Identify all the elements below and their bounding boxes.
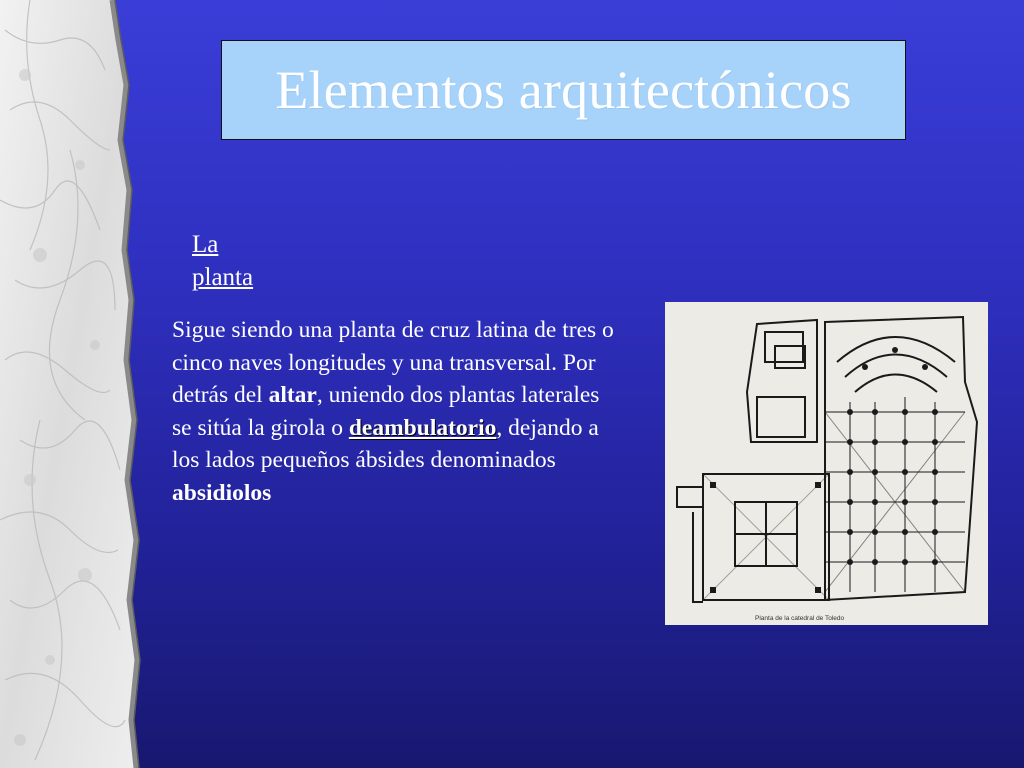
body-paragraph: [172, 314, 622, 509]
term-altar: altar: [268, 382, 317, 408]
subheading-line-2: planta: [192, 264, 254, 291]
marble-border-decoration: [0, 0, 150, 768]
floor-plan-image: [665, 302, 988, 625]
paragraph-part-1: Sigue siendo una planta de cruz latina de tres o cinco naves longitudes y una transversal. Por detrás del: [172, 317, 614, 408]
plan-caption: Planta de la catedral de Toledo: [755, 615, 845, 622]
subheading-link[interactable]: [192, 228, 292, 294]
paragraph-part-2: , uniendo dos plantas laterales se sitúa la girola o: [172, 382, 600, 441]
paragraph-part-3: , dejando a los lados pequeños ábsides denominados: [172, 414, 599, 473]
title-box: [221, 40, 906, 140]
term-deambulatorio-link[interactable]: deambulatorio: [348, 414, 497, 441]
slide-title: Elementos arquitectónicos: [275, 60, 852, 120]
term-absidiolos: absidiolos: [172, 479, 272, 506]
subheading-line-1: La: [192, 231, 219, 258]
